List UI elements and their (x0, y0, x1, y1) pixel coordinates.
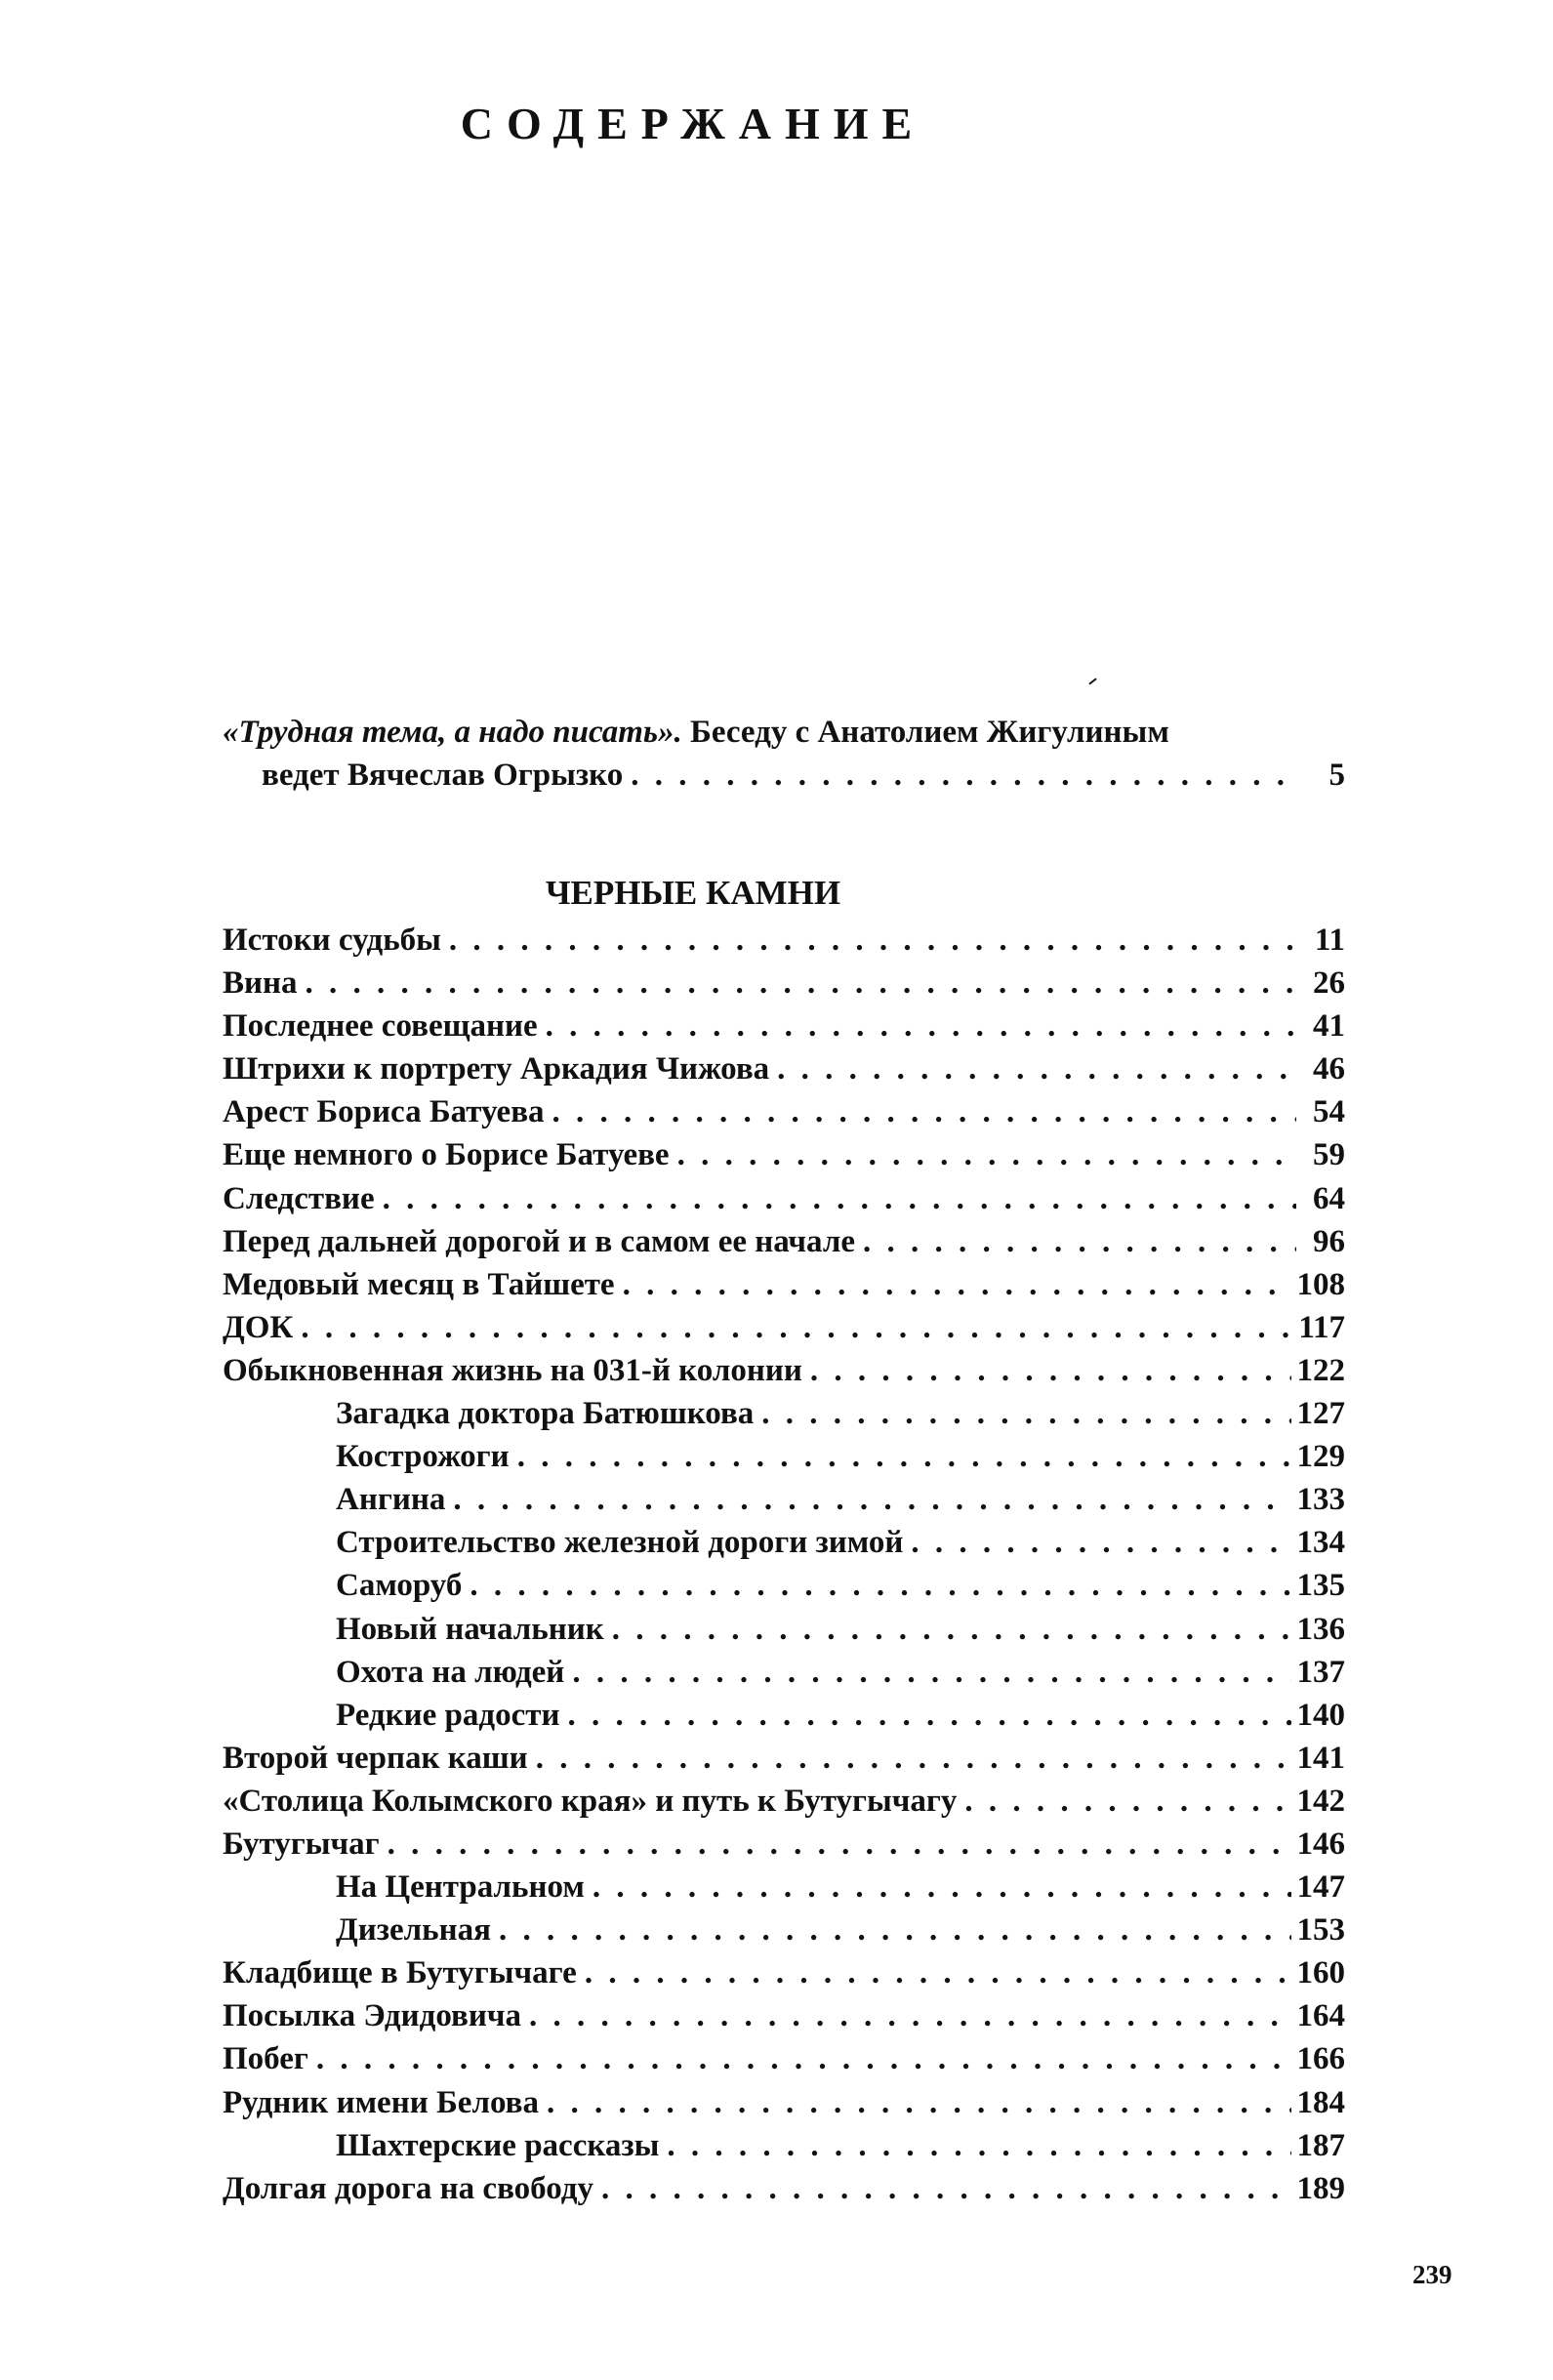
toc-subentry[interactable] (223, 1698, 1345, 1741)
toc-entry-page: 122 (1296, 1352, 1345, 1388)
leader-dots (547, 2085, 1291, 2121)
toc-entry[interactable] (223, 1051, 1345, 1094)
toc-entry-page: 137 (1296, 1654, 1345, 1690)
toc-entry[interactable] (223, 1008, 1345, 1051)
leader-dots (911, 1525, 1290, 1561)
toc-subentry[interactable] (223, 1439, 1345, 1482)
leader-dots (761, 1396, 1290, 1432)
leader-dots (601, 2171, 1291, 2207)
toc-entry-title: Побег (223, 2041, 308, 2077)
toc-entry[interactable] (223, 1826, 1345, 1869)
toc-entry-page: 133 (1296, 1482, 1345, 1518)
intro-italic-title: «Трудная тема, а надо писать». (223, 715, 682, 750)
toc-subentry[interactable] (223, 1612, 1345, 1655)
toc-entry-page: 184 (1296, 2084, 1345, 2120)
toc-entry[interactable] (223, 1955, 1345, 1998)
toc-entry-page: 129 (1296, 1439, 1345, 1475)
toc-subentry[interactable] (223, 1482, 1345, 1525)
leader-dots (777, 1051, 1296, 1087)
toc-entry-page: 26 (1313, 965, 1345, 1002)
toc-entry-title: На Центральном (336, 1869, 585, 1906)
leader-dots (388, 1826, 1291, 1863)
leader-dots (593, 1869, 1291, 1906)
toc-entry-title: Еще немного о Борисе Батуеве (223, 1137, 670, 1173)
toc-entry-title: Последнее совещание (223, 1008, 538, 1045)
leader-dots (529, 1998, 1291, 2034)
toc-entry-title: Кладбище в Бутугычаге (223, 1955, 577, 1991)
toc-entry-page: 136 (1296, 1611, 1345, 1647)
leader-dots (572, 1655, 1290, 1691)
leader-dots (623, 1267, 1291, 1303)
toc-entry-title: Посылка Эдидовича (223, 1998, 521, 2034)
intro-text: Беседу с Анатолием Жигулиным (690, 715, 1169, 750)
intro-entry[interactable] (223, 711, 1345, 797)
toc-entry-title: Медовый месяц в Тайшете (223, 1266, 615, 1302)
leader-dots (301, 1310, 1292, 1346)
leader-dots (536, 1741, 1291, 1777)
toc-entry-page: 140 (1296, 1697, 1345, 1733)
toc-entry[interactable] (223, 2041, 1345, 2084)
leader-dots (470, 1568, 1290, 1604)
leader-dots (316, 2041, 1291, 2077)
stray-mark (1088, 677, 1096, 684)
toc-subentry[interactable] (223, 1655, 1345, 1698)
toc-entry[interactable] (223, 1181, 1345, 1224)
leader-dots (499, 1912, 1291, 1949)
toc-entry-page: 54 (1313, 1094, 1345, 1130)
leader-dots (383, 1181, 1296, 1217)
toc-subentry[interactable] (223, 1525, 1345, 1568)
page-title: СОДЕРЖАНИЕ (460, 99, 926, 148)
toc-entry[interactable] (223, 2085, 1345, 2128)
toc-entry[interactable] (223, 1998, 1345, 2041)
leader-dots (863, 1224, 1296, 1260)
toc-entry-page: 164 (1296, 1998, 1345, 2034)
toc-entry-title: Редкие радости (336, 1697, 560, 1733)
toc-entry-page: 160 (1296, 1955, 1345, 1991)
toc-entry-page: 11 (1314, 923, 1345, 958)
toc-entry-page: 41 (1313, 1008, 1345, 1045)
toc-entry-title: Штрихи к портрету Аркадия Чижова (223, 1051, 770, 1087)
toc-entry[interactable] (223, 1353, 1345, 1396)
intro-line-2 (223, 754, 1345, 797)
section-title: ЧЕРНЫЕ КАМНИ (545, 874, 841, 912)
toc-entry[interactable] (223, 1137, 1345, 1180)
toc-entry-title: «Столица Колымского края» и путь к Бутугычагу (223, 1783, 958, 1819)
toc-entry-page: 187 (1296, 2127, 1345, 2163)
toc-entry-title: Бутугычаг (223, 1826, 380, 1862)
toc-entry[interactable] (223, 1094, 1345, 1137)
toc-entry-title: Вина (223, 965, 298, 1002)
toc-entry-page: 46 (1313, 1051, 1345, 1087)
toc-entry[interactable] (223, 1310, 1345, 1353)
toc-entry-page: 147 (1296, 1869, 1345, 1906)
leader-dots (567, 1698, 1290, 1734)
leader-dots (517, 1439, 1291, 1475)
leader-dots (453, 1482, 1290, 1518)
toc-entry-title: Истоки судьбы (223, 923, 441, 958)
toc-entry-title: Долгая дорога на свободу (223, 2170, 593, 2206)
toc-entry-title: Обыкновенная жизнь на 031-й колонии (223, 1352, 802, 1388)
leader-dots (585, 1955, 1291, 1991)
toc-entry-title: Охота на людей (336, 1654, 565, 1690)
toc-entry-page: 108 (1296, 1266, 1345, 1302)
leader-dots (964, 1784, 1290, 1820)
toc-entry-page: 117 (1298, 1309, 1345, 1345)
toc-entry-page: 141 (1296, 1740, 1345, 1776)
toc-subentry[interactable] (223, 2128, 1345, 2171)
toc-entry-title: Кострожоги (336, 1439, 510, 1475)
intro-page-number: 5 (1328, 758, 1345, 793)
toc-entry-page: 189 (1296, 2170, 1345, 2206)
toc-entry[interactable] (223, 1224, 1345, 1267)
toc-entry-title: Новый начальник (336, 1611, 604, 1647)
toc-entry-title: Саморуб (336, 1568, 463, 1604)
intro-line-2-text: ведет Вячеслав Огрызко (262, 758, 624, 793)
leader-dots (449, 923, 1296, 959)
toc-entry-title: Перед дальней дорогой и в самом ее начале (223, 1223, 855, 1259)
toc-subentry[interactable] (223, 1396, 1345, 1439)
leader-dots (546, 1008, 1296, 1045)
toc-entry-title: Следствие (223, 1180, 375, 1216)
toc-entry-title: Дизельная (336, 1912, 491, 1949)
toc-entry-page: 142 (1296, 1783, 1345, 1819)
toc-entry-page: 134 (1296, 1525, 1345, 1561)
toc-entry[interactable] (223, 965, 1345, 1008)
leader-dots (612, 1612, 1291, 1648)
toc-entry-title: Шахтерские рассказы (336, 2127, 660, 2163)
leader-dots (552, 1094, 1296, 1130)
toc-entry-title: Арест Бориса Батуева (223, 1094, 545, 1130)
leader-dots (667, 2128, 1290, 2164)
toc-entry-page: 127 (1296, 1396, 1345, 1432)
leader-dots (677, 1137, 1296, 1173)
toc-entry-page: 135 (1296, 1568, 1345, 1604)
toc-entry-title: Ангина (336, 1482, 446, 1518)
toc-entry-page: 166 (1296, 2041, 1345, 2077)
leader-dots (631, 754, 1296, 797)
toc-entry-page: 64 (1313, 1180, 1345, 1216)
toc-entry-title: ДОК (223, 1309, 294, 1345)
toc-entry[interactable] (223, 2171, 1345, 2214)
intro-line-1 (223, 711, 1345, 754)
toc-entry-title: Загадка доктора Батюшкова (336, 1396, 755, 1432)
toc-list (223, 923, 1345, 2214)
toc-entry[interactable] (223, 923, 1345, 965)
toc-entry-page: 59 (1313, 1137, 1345, 1173)
toc-entry-page: 146 (1296, 1826, 1345, 1862)
page-number: 239 (1412, 2260, 1452, 2289)
toc-entry-title: Рудник имени Белова (223, 2084, 539, 2120)
toc-subentry[interactable] (223, 1912, 1345, 1955)
toc-subentry[interactable] (223, 1869, 1345, 1912)
toc-entry[interactable] (223, 1784, 1345, 1826)
toc-subentry[interactable] (223, 1568, 1345, 1611)
toc-entry[interactable] (223, 1741, 1345, 1784)
toc-entry-page: 96 (1313, 1223, 1345, 1259)
toc-entry-title: Второй черпак каши (223, 1740, 528, 1776)
toc-entry-title: Строительство железной дороги зимой (336, 1525, 904, 1561)
toc-entry-page: 153 (1296, 1912, 1345, 1949)
leader-dots (810, 1353, 1291, 1389)
toc-entry[interactable] (223, 1267, 1345, 1310)
leader-dots (306, 965, 1296, 1002)
